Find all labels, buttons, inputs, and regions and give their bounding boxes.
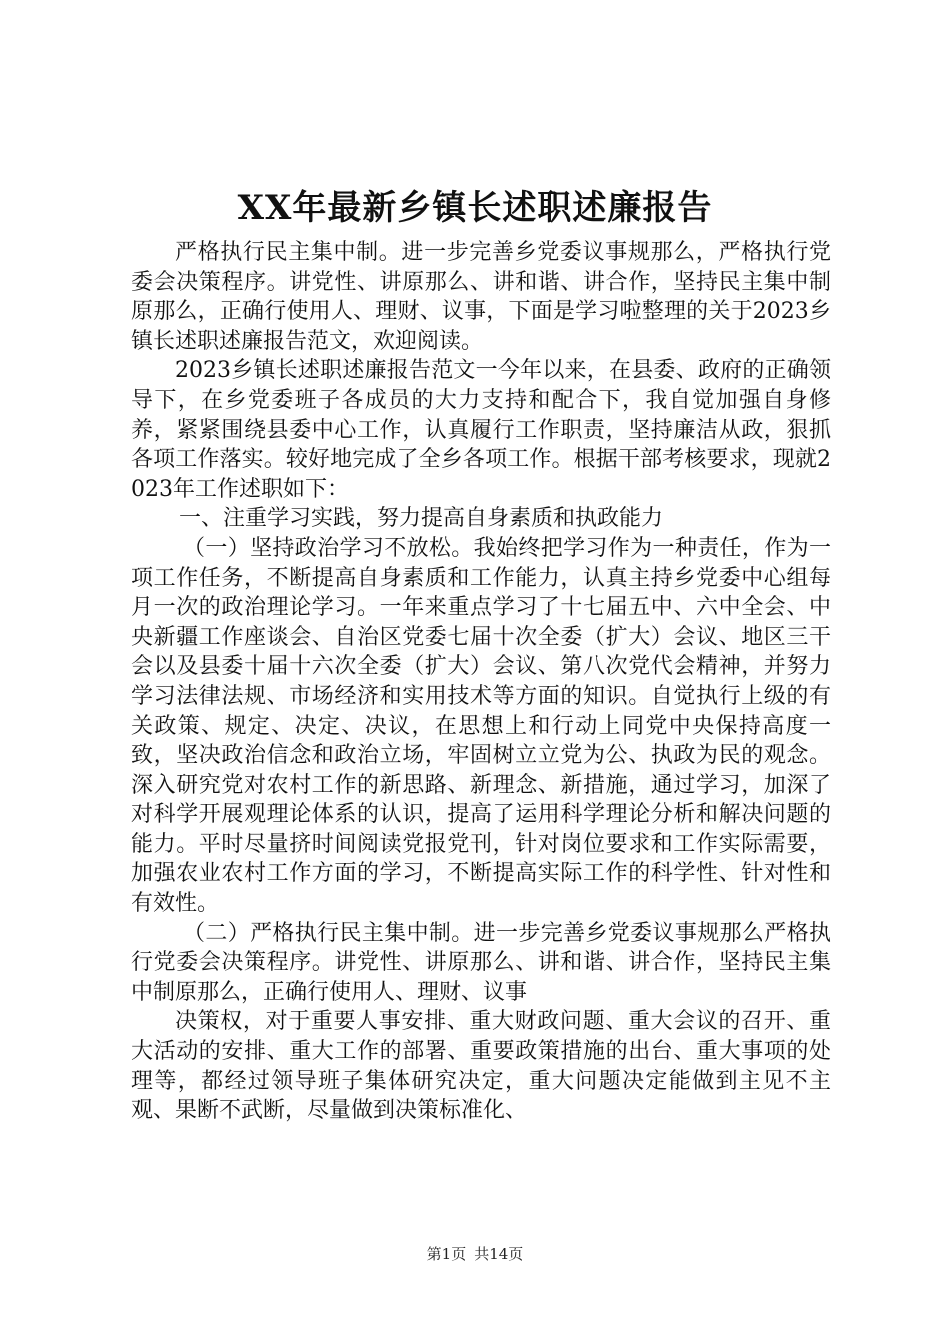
paragraph-decision-power: 决策权，对于重要人事安排、重大财政问题、重大会议的召开、重大活动的安排、重大工作的部署、重要政策措施的出台、重大事项的处理等，都经过领导班子集体研究决定，重大问题决定能做到主见不主观、果断不武断，尽量做到决策标准化、 — [131, 1009, 831, 1124]
document-body — [131, 238, 831, 1126]
section-heading-1: 一、注重学习实践，努力提高自身素质和执政能力 — [179, 506, 664, 532]
paragraph-overview: 2023乡镇长述职述廉报告范文一今年以来，在县委、政府的正确领导下，在乡党委班子各成员的大力支持和配合下，我自觉加强自身修养，紧紧围绕县委中心工作，认真履行工作职责，坚持廉洁从政，狠抓各项工作落实。较好地完成了全乡各项工作。根据干部考核要求，现就2023年工作述职如下： — [131, 358, 831, 502]
paragraph-democratic-centralism: （二）严格执行民主集中制。进一步完善乡党委议事规那么严格执行党委会决策程序。讲党性、讲原那么、讲和谐、讲合作，坚持民主集中制原那么，正确行使用人、理财、议事 — [131, 920, 831, 1005]
page-total: 共14页 — [474, 1245, 524, 1263]
page-footer — [0, 1244, 950, 1264]
page-number: 第1页 — [426, 1245, 467, 1263]
document-title: XX年最新乡镇长述职述廉报告 — [237, 188, 713, 228]
paragraph-intro: 严格执行民主集中制。进一步完善乡党委议事规那么，严格执行党委会决策程序。讲党性、讲原那么、讲和谐、讲合作，坚持民主集中制原那么，正确行使用人、理财、议事，下面是学习啦整理的关于2023乡镇长述职述廉报告范文，欢迎阅读。 — [131, 240, 831, 354]
paragraph-political-study: （一）坚持政治学习不放松。我始终把学习作为一种责任，作为一项工作任务，不断提高自身素质和工作能力，认真主持乡党委中心组每月一次的政治理论学习。一年来重点学习了十七届五中、六中全会、中央新疆工作座谈会、自治区党委七届十次全委（扩大）会议、地区三干会以及县委十届十六次全委（扩大）会议、第八次党代会精神，并努力学习法律法规、市场经济和实用技术等方面的知识。自觉执行上级的有关政策、规定、决定、决议，在思想上和行动上同党中央保持高度一致，坚决政治信念和政治立场，牢固树立立党为公、执政为民的观念。深入研究党对农村工作的新思路、新理念、新措施，通过学习，加深了对科学开展观理论体系的认识，提高了运用科学理论分析和解决问题的能力。平时尽量挤时间阅读党报党刊，针对岗位要求和工作实际需要，加强农业农村工作方面的学习，不断提高实际工作的科学性、针对性和有效性。 — [131, 535, 831, 917]
